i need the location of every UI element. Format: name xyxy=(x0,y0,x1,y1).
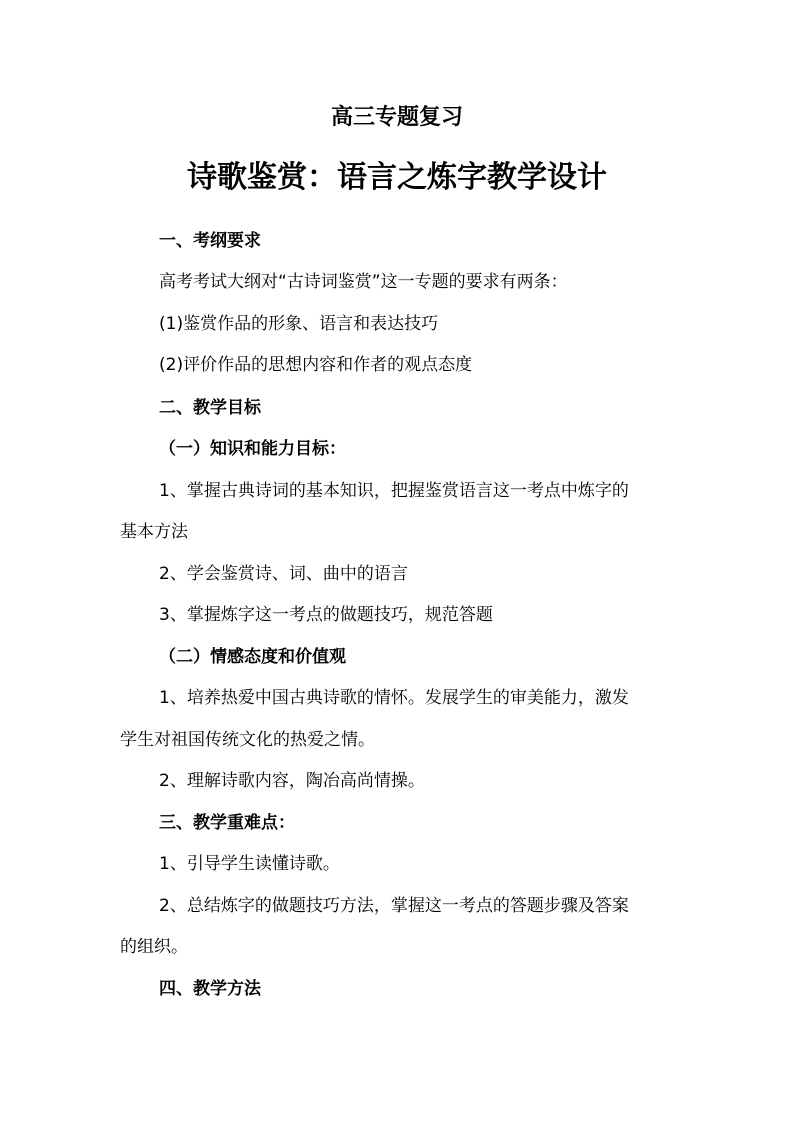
paragraph-key-point-2-line1: 2、总结炼字的做题技巧方法，掌握这一考点的答题步骤及答案 xyxy=(159,896,629,916)
paragraph-syllabus-intro: 高考考试大纲对“古诗词鉴赏”这一专题的要求有两条： xyxy=(159,272,568,292)
section-heading-goals: 二、教学目标 xyxy=(159,398,261,418)
document-subtitle: 高三专题复习 xyxy=(330,105,463,130)
list-item-knowledge-goal-2: 2、学会鉴赏诗、词、曲中的语言 xyxy=(159,564,408,584)
list-item-emotion-goal-2: 2、理解诗歌内容，陶冶高尚情操。 xyxy=(159,771,425,791)
list-item-key-point-1: 1、引导学生读懂诗歌。 xyxy=(159,854,340,874)
paragraph-knowledge-goal-1-line1: 1、掌握古典诗词的基本知识，把握鉴赏语言这一考点中炼字的 xyxy=(159,481,629,501)
list-item-syllabus-2: (2)评价作品的思想内容和作者的观点态度 xyxy=(159,355,473,375)
document-title: 诗歌鉴赏：语言之炼字教学设计 xyxy=(187,160,607,195)
subheading-emotion-values: （二）情感态度和价值观 xyxy=(159,647,346,667)
subheading-knowledge-goals: （一）知识和能力目标： xyxy=(159,439,346,459)
section-heading-syllabus: 一、考纲要求 xyxy=(159,231,261,251)
list-item-knowledge-goal-3: 3、掌握炼字这一考点的做题技巧，规范答题 xyxy=(159,605,493,625)
paragraph-emotion-goal-1-line2: 学生对祖国传统文化的热爱之情。 xyxy=(120,730,375,750)
section-heading-key-points: 三、教学重难点： xyxy=(159,813,295,833)
paragraph-key-point-2-line2: 的组织。 xyxy=(120,937,188,957)
list-item-syllabus-1: (1)鉴赏作品的形象、语言和表达技巧 xyxy=(159,314,439,334)
paragraph-knowledge-goal-1-line2: 基本方法 xyxy=(120,522,188,542)
section-heading-teaching-methods: 四、教学方法 xyxy=(159,979,261,999)
paragraph-emotion-goal-1-line1: 1、培养热爱中国古典诗歌的情怀。发展学生的审美能力，激发 xyxy=(159,688,629,708)
